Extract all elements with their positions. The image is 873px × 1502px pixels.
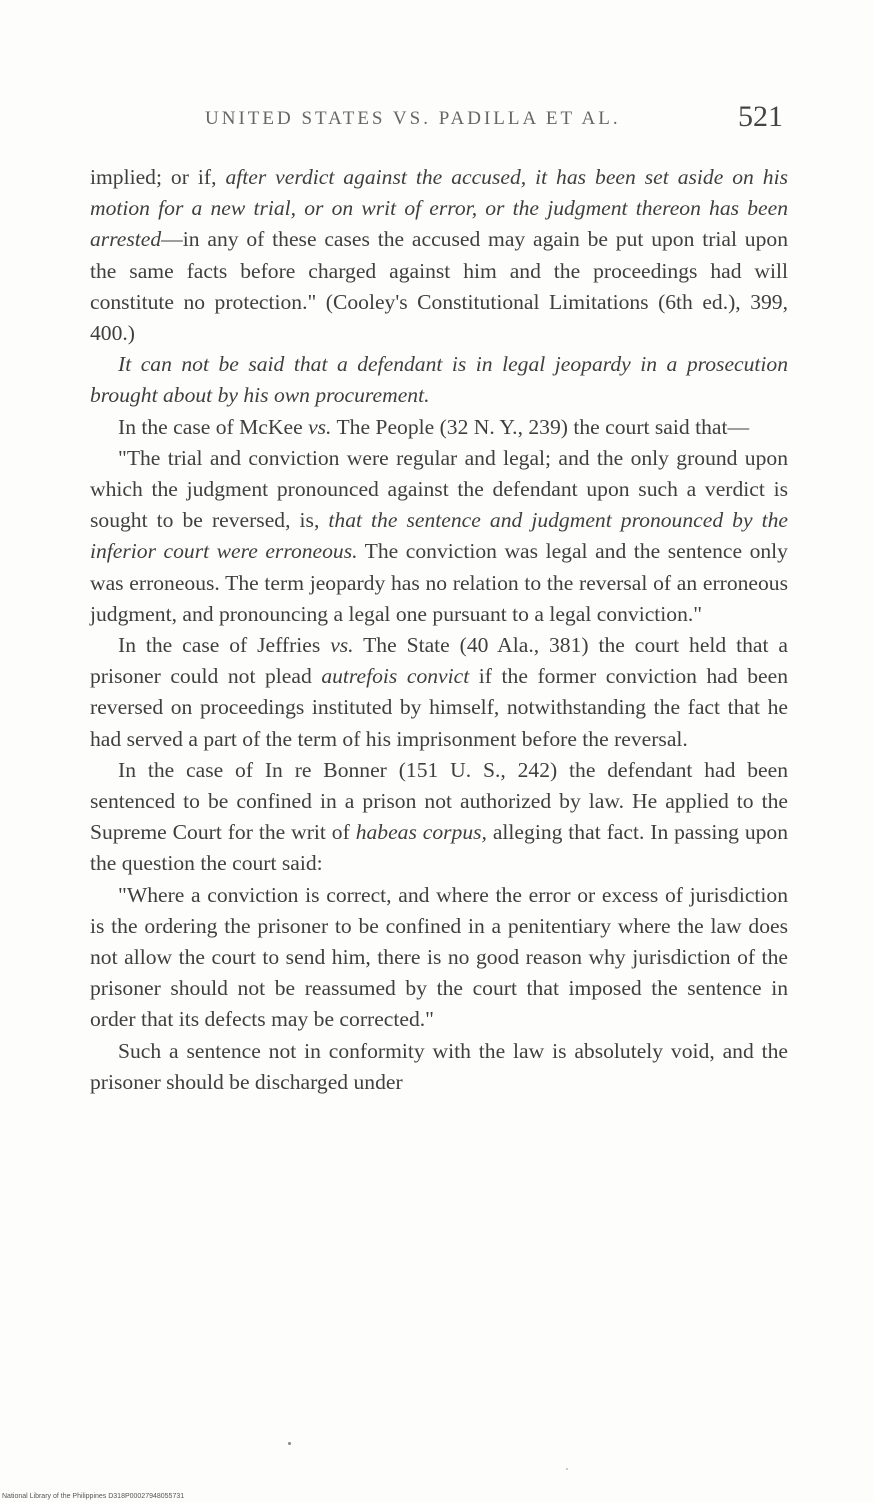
body-text — [90, 162, 788, 1098]
paragraph-3 — [90, 412, 788, 443]
paragraph-5-latin-term: autrefois convict — [321, 664, 470, 689]
paragraph-6-text-c: alleging that fact. In passing upon the question the court said: — [90, 820, 789, 876]
paragraph-5-text-c: The State (40 Ala., 381) the court held that a prisoner could not plead — [90, 633, 788, 689]
running-head: UNITED STATES VS. PADILLA ET AL. — [205, 108, 621, 129]
paragraph-7-quote: "Where a conviction is correct, and where the error or excess of jurisdiction is the ordering the prisoner to be confined in a penitentiary where the law does not allow the court to send him, there is no good reason why jurisdiction of the prisoner should not be reassumed by the court that imposed the sentence in order that its defects may be corrected." — [90, 882, 788, 1032]
paragraph-1-text-c: —in any of these cases the accused may again be put upon trial upon the same facts before charged against him and the proceedings had will constitute no protection." (Cooley's Constitutional Limitations (6th ed.), 399, 400.) — [90, 227, 788, 346]
scan-footer: National Library of the Philippines D318P00027948055731 — [2, 1493, 185, 1500]
paragraph-1-text-a: implied; or if, — [90, 165, 226, 189]
paragraph-5-text-a: In the case of Jeffries — [118, 633, 331, 658]
paragraph-5 — [90, 630, 788, 755]
paragraph-4-text-a: "The trial and conviction were regular and legal; and the only ground upon which the judgment pronounced against the defendant upon such a verdict is sought to be reversed, is, — [90, 445, 788, 533]
paragraph-3-versus: vs. — [308, 414, 332, 439]
paragraph-4-emphasis: that the sentence and judgment pronounced by the inferior court were erroneous. — [90, 508, 788, 564]
paragraph-5-text-e: if the former conviction had been reversed on proceedings instituted by himself, notwithstanding the fact that he had served a part of the term of his imprisonment before the reversal. — [90, 664, 788, 751]
paragraph-2: It can not be said that a defendant is in legal jeopardy in a prosecution brought about by his own procurement. — [90, 352, 788, 408]
page-number: 521 — [738, 100, 783, 133]
paragraph-3-text-a: In the case of McKee — [118, 414, 309, 439]
scan-speck — [288, 1442, 291, 1445]
paragraph-3-text-c: The People (32 N. Y., 239) the court said that— — [331, 414, 750, 439]
paragraph-1 — [90, 162, 788, 349]
paragraph-6 — [90, 755, 788, 880]
scan-speck — [566, 1468, 568, 1470]
paragraph-4-quote — [90, 443, 788, 630]
paragraph-6-text-a: In the case of In re Bonner (151 U. S., 242) the defendant had been sentenced to be confined in a prison not authorized by law. He applied to the Supreme Court for the writ of — [90, 757, 788, 845]
paragraph-1-emphasis: after verdict against the accused, it has been set aside on his motion for a new trial, or on writ of error, or the judgment thereon has been arrested — [90, 165, 788, 252]
paragraph-5-versus: vs. — [330, 633, 354, 658]
paragraph-6-latin-term: habeas corpus, — [355, 820, 487, 845]
paragraph-4-text-c: The conviction was legal and the sentence only was erroneous. The term jeopardy has no relation to the reversal of an erroneous judgment, and pronouncing a legal one pursuant to a legal conviction." — [90, 539, 788, 626]
paragraph-8: Such a sentence not in conformity with the law is absolutely void, and the prisoner should be discharged under — [90, 1038, 788, 1094]
